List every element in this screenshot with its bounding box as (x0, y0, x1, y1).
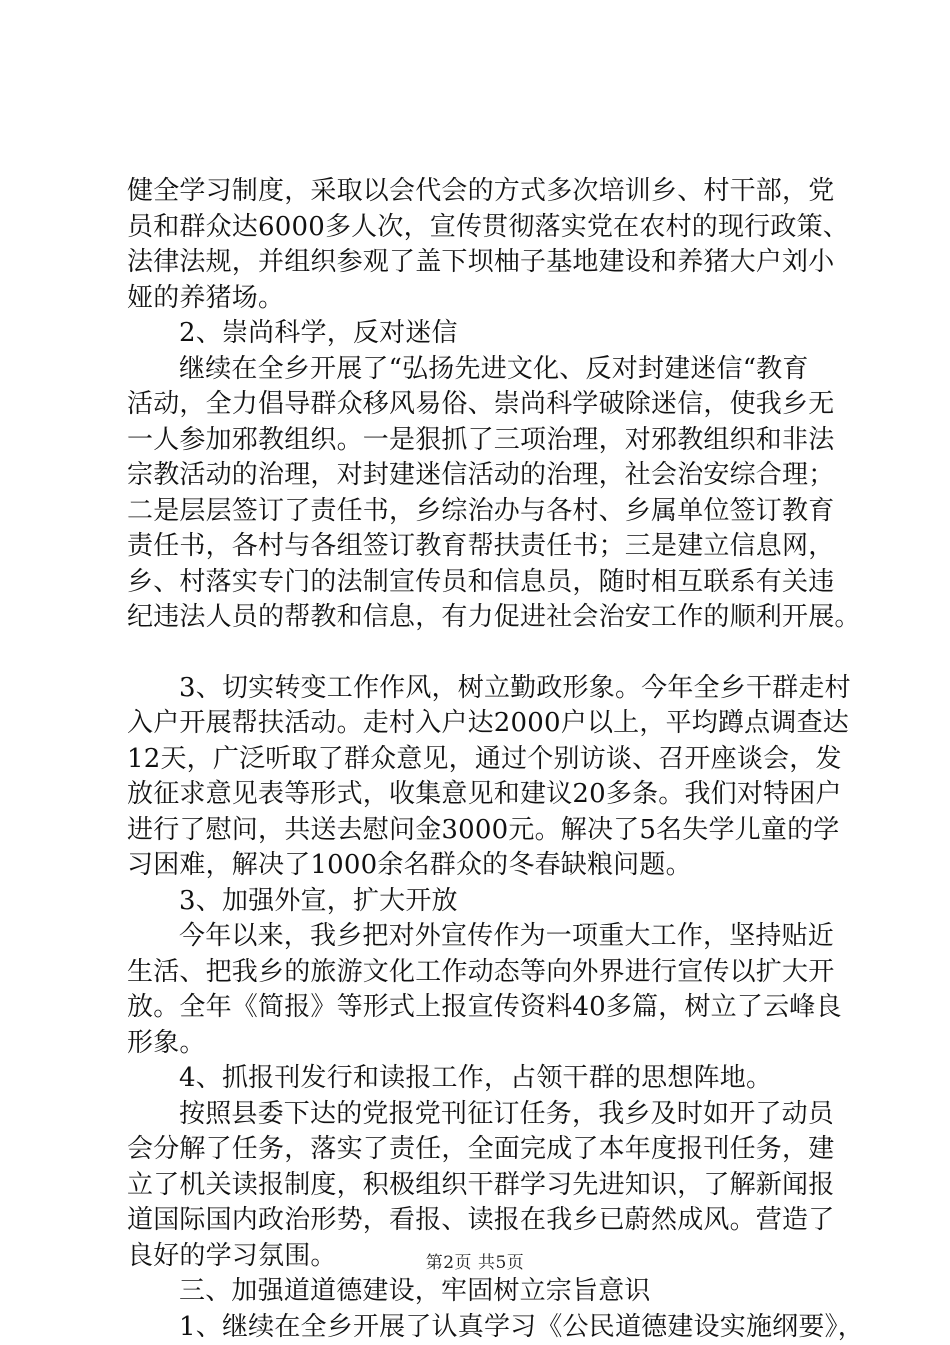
section-heading: 3、加强外宣，扩大开放 (127, 884, 867, 920)
text-line: 按照县委下达的党报党刊征订任务，我乡及时如开了动员 (127, 1097, 867, 1133)
text-line: 娅的养猪场。 (127, 281, 867, 317)
section-heading: 三、加强道道德建设，牢固树立宗旨意识 (127, 1274, 867, 1310)
text-line: 3、切实转变工作作风，树立勤政形象。今年全乡干群走村 (127, 671, 867, 707)
text-line: 入户开展帮扶活动。走村入户达2000户以上，平均蹲点调查达 (127, 706, 867, 742)
section-heading: 2、崇尚科学，反对迷信 (127, 316, 867, 352)
text-line: 道国际国内政治形势，看报、读报在我乡已蔚然成风。营造了 (127, 1203, 867, 1239)
text-line: 12天，广泛听取了群众意见，通过个别访谈、召开座谈会，发 (127, 742, 867, 778)
text-line: 生活、把我乡的旅游文化工作动态等向外界进行宣传以扩大开 (127, 955, 867, 991)
text-line: 放征求意见表等形式，收集意见和建议20多条。我们对特困户 (127, 777, 867, 813)
text-line: 纪违法人员的帮教和信息，有力促进社会治安工作的顺利开展。 (127, 600, 867, 636)
text-line: 今年以来，我乡把对外宣传作为一项重大工作，坚持贴近 (127, 919, 867, 955)
text-line: 一人参加邪教组织。一是狠抓了三项治理，对邪教组织和非法 (127, 423, 867, 459)
text-line: 责任书，各村与各组签订教育帮扶责任书；三是建立信息网， (127, 529, 867, 565)
text-line: 会分解了任务，落实了责任，全面完成了本年度报刊任务，建 (127, 1132, 867, 1168)
text-line: 习困难，解决了1000余名群众的冬春缺粮问题。 (127, 848, 867, 884)
text-line: 形象。 (127, 1026, 867, 1062)
page-footer: 第2页 共5页 (0, 1248, 950, 1273)
document-body (127, 174, 867, 1345)
text-line: 法律法规，并组织参观了盖下坝柚子基地建设和养猪大户刘小 (127, 245, 867, 281)
text-line: 活动，全力倡导群众移风易俗、崇尚科学破除迷信，使我乡无 (127, 387, 867, 423)
text-line: 良好的学习氛围。 (127, 1239, 867, 1275)
text-line: 立了机关读报制度，积极组织干群学习先进知识，了解新闻报 (127, 1168, 867, 1204)
text-line: 健全学习制度，采取以会代会的方式多次培训乡、村干部，党 (127, 174, 867, 210)
text-line: 放。全年《简报》等形式上报宣传资料40多篇，树立了云峰良 (127, 990, 867, 1026)
text-line: 二是层层签订了责任书，乡综治办与各村、乡属单位签订教育 (127, 494, 867, 530)
text-line: 1、继续在全乡开展了认真学习《公民道德建设实施纲要》， (127, 1310, 867, 1345)
text-line: 乡、村落实专门的法制宣传员和信息员，随时相互联系有关违 (127, 565, 867, 601)
text-line: 宗教活动的治理，对封建迷信活动的治理，社会治安综合理； (127, 458, 867, 494)
text-line: 进行了慰问，共送去慰问金3000元。解决了5名失学儿童的学 (127, 813, 867, 849)
text-line: 继续在全乡开展了“弘扬先进文化、反对封建迷信“教育 (127, 352, 867, 388)
section-heading: 4、抓报刊发行和读报工作，占领干群的思想阵地。 (127, 1061, 867, 1097)
text-line: 员和群众达6000多人次，宣传贯彻落实党在农村的现行政策、 (127, 210, 867, 246)
